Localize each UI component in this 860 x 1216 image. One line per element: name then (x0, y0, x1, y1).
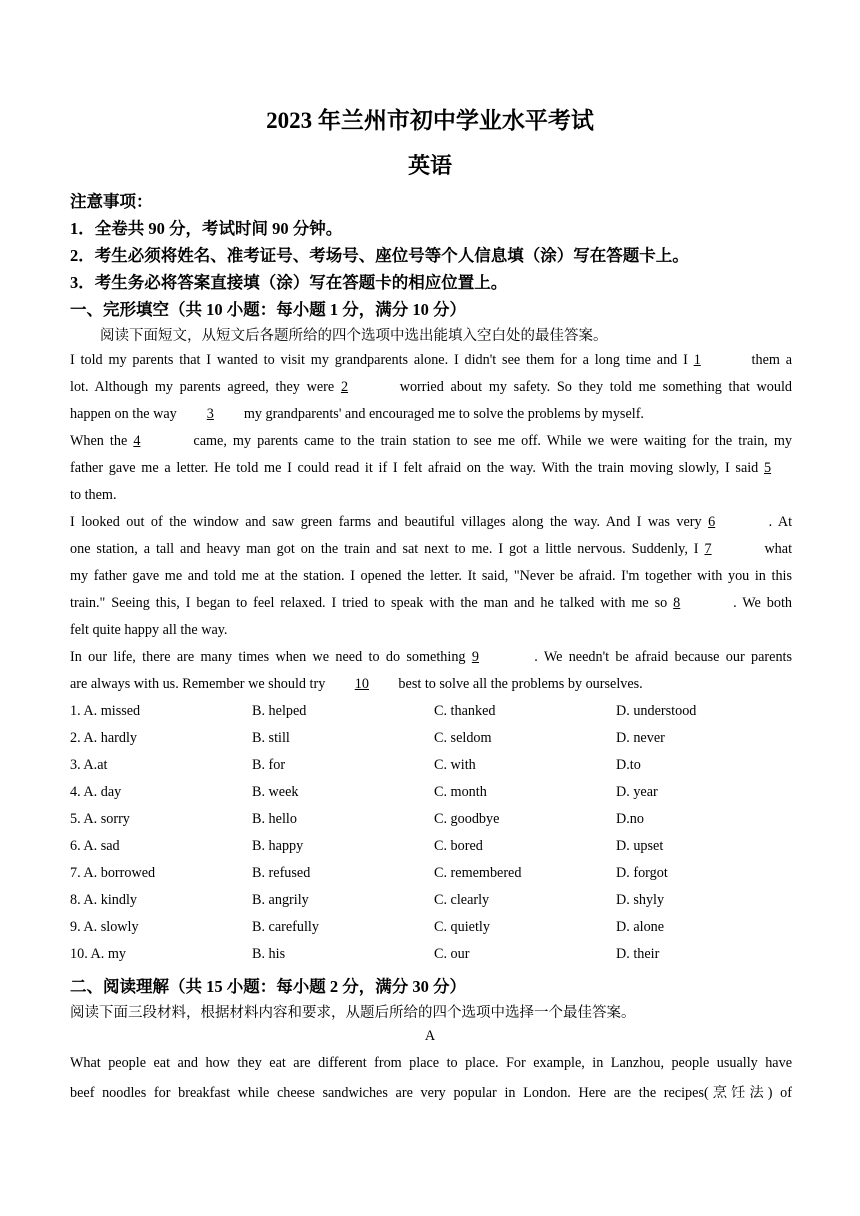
note-item-1: 1．全卷共 90 分，考试时间 90 分钟。 (70, 219, 343, 238)
option-choice: B. carefully (252, 919, 319, 935)
option-choice: C. seldom (434, 730, 492, 746)
blank-8: 8 (673, 595, 681, 611)
passage-text: I looked out of the window and saw green farms and beautiful villages along the way. And I was very (70, 514, 702, 530)
option-choice: 7. A. borrowed (70, 865, 156, 881)
option-choice: B. his (252, 946, 286, 962)
blank-4: 4 (133, 433, 141, 449)
passage-line-12 (70, 649, 792, 666)
option-row (70, 865, 792, 885)
option-choice: 9. A. slowly (70, 919, 139, 935)
option-choice: D. alone (616, 919, 665, 935)
reading-line-2: beef noodles for breakfast while cheese sandwiches are very popular in London. Here are the recipes(烹饪法) of (70, 1085, 792, 1101)
blank-7: 7 (704, 541, 712, 557)
note-item-3: 3．考生务必将答案直接填（涂）写在答题卡的相应位置上。 (70, 273, 508, 292)
passage-text: . At (768, 514, 793, 530)
option-choice: D.no (616, 811, 644, 827)
blank-9: 9 (471, 649, 479, 665)
passage-line-7 (70, 514, 792, 531)
passage-line-11: felt quite happy all the way. (70, 622, 228, 638)
option-choice: D. understood (616, 703, 697, 719)
passage-line-5 (70, 460, 792, 477)
option-choice: 4. A. day (70, 784, 122, 800)
passage-text: When the (70, 433, 128, 449)
blank-5: 5 (764, 460, 772, 476)
passage-text: are always with us. Remember we should try (70, 676, 326, 692)
option-row (70, 892, 792, 912)
option-choice: C. thanked (434, 703, 496, 719)
exam-title: 2023 年兰州市初中学业水平考试 (266, 108, 594, 133)
option-choice: D. upset (616, 838, 664, 854)
passage-text: worried about my safety. So they told me something that would (399, 379, 793, 395)
section2-heading: 二、阅读理解（共 15 小题：每小题 2 分，满分 30 分） (70, 977, 466, 996)
section1-instruction: 阅读下面短文，从短文后各题所给的四个选项中选出能填入空白处的最佳答案。 (100, 328, 608, 344)
option-row (70, 919, 792, 939)
option-choice: D. forgot (616, 865, 668, 881)
option-choice: B. week (252, 784, 299, 800)
reading-line-1: What people eat and how they eat are different from place to place. For example, in Lanzhou, people usually have (70, 1055, 792, 1071)
passage-line-9: my father gave me and told me at the station. I opened the letter. It said, "Never be afraid. I'm together with you in this (70, 568, 792, 584)
part-label: A (424, 1028, 436, 1044)
blank-2: 2 (340, 379, 349, 395)
option-choice: D. never (616, 730, 665, 746)
option-choice: C. month (434, 784, 487, 800)
option-choice: B. for (252, 757, 286, 773)
passage-text: . We both (733, 595, 792, 611)
option-row (70, 838, 792, 858)
section1-heading: 一、完形填空（共 10 小题：每小题 1 分，满分 10 分） (70, 300, 466, 319)
passage-text: best to solve all the problems by ourselves. (398, 676, 643, 692)
option-choice: C. our (434, 946, 470, 962)
option-row (70, 757, 792, 777)
note-item-2: 2．考生必须将姓名、准考证号、考场号、座位号等个人信息填（涂）写在答题卡上。 (70, 246, 689, 265)
option-choice: C. quietly (434, 919, 490, 935)
passage-text: came, my parents came to the train station to see me off. While we were waiting for the train, my (193, 433, 793, 449)
blank-3: 3 (206, 406, 214, 422)
option-choice: C. remembered (434, 865, 522, 881)
option-row (70, 784, 792, 804)
option-choice: B. happy (252, 838, 304, 854)
option-choice: 10. A. my (70, 946, 126, 962)
option-choice: C. bored (434, 838, 483, 854)
option-choice: B. still (252, 730, 290, 746)
option-row (70, 730, 792, 750)
option-choice: 3. A.at (70, 757, 108, 773)
passage-line-4 (70, 433, 792, 450)
notes-heading: 注意事项： (70, 192, 153, 211)
option-row (70, 946, 792, 966)
passage-text: train." Seeing this, I began to feel relaxed. I tried to speak with the man and he talked with me so (70, 595, 668, 611)
passage-text: happen on the way (70, 406, 177, 422)
passage-text: one station, a tall and heavy man got on the train and sat next to me. I got a little nervous. Suddenly, I (70, 541, 699, 557)
option-choice: 6. A. sad (70, 838, 120, 854)
option-choice: C. with (434, 757, 476, 773)
option-choice: 2. A. hardly (70, 730, 137, 746)
option-choice: 1. A. missed (70, 703, 141, 719)
blank-10: 10 (354, 676, 369, 692)
option-choice: D. shyly (616, 892, 665, 908)
passage-text: what (764, 541, 793, 557)
option-choice: D.to (616, 757, 641, 773)
option-choice: B. refused (252, 865, 311, 881)
passage-text: I told my parents that I wanted to visit my grandparents alone. I didn't see them for a long time and I (70, 352, 688, 368)
option-choice: C. goodbye (434, 811, 500, 827)
passage-text: my grandparents' and encouraged me to solve the problems by myself. (243, 406, 644, 422)
option-choice: B. angrily (252, 892, 309, 908)
passage-line-8 (70, 541, 792, 558)
option-choice: D. year (616, 784, 658, 800)
option-choice: C. clearly (434, 892, 490, 908)
option-row (70, 703, 792, 723)
passage-line-10 (70, 595, 792, 612)
option-choice: D. their (616, 946, 660, 962)
passage-line-13 (70, 676, 792, 693)
option-choice: B. helped (252, 703, 307, 719)
passage-line-2 (70, 379, 792, 396)
blank-6: 6 (708, 514, 716, 530)
option-choice: 5. A. sorry (70, 811, 130, 827)
passage-text: In our life, there are many times when we need to do something (70, 649, 466, 665)
passage-text: them a (751, 352, 793, 368)
option-row (70, 811, 792, 831)
passage-line-1 (70, 352, 792, 369)
option-choice: 8. A. kindly (70, 892, 138, 908)
exam-subject: 英语 (407, 153, 452, 178)
option-choice: B. hello (252, 811, 297, 827)
passage-line-3 (70, 406, 792, 423)
passage-text: lot. Although my parents agreed, they were (70, 379, 335, 395)
section2-instruction: 阅读下面三段材料，根据材料内容和要求，从题后所给的四个选项中选择一个最佳答案。 (70, 1005, 636, 1021)
passage-line-6: to them. (70, 487, 117, 503)
blank-1: 1 (693, 352, 701, 368)
passage-text: father gave me a letter. He told me I could read it if I felt afraid on the way. With the train moving slowly, I said (70, 460, 759, 476)
passage-text: . We needn't be afraid because our parents (534, 649, 793, 665)
